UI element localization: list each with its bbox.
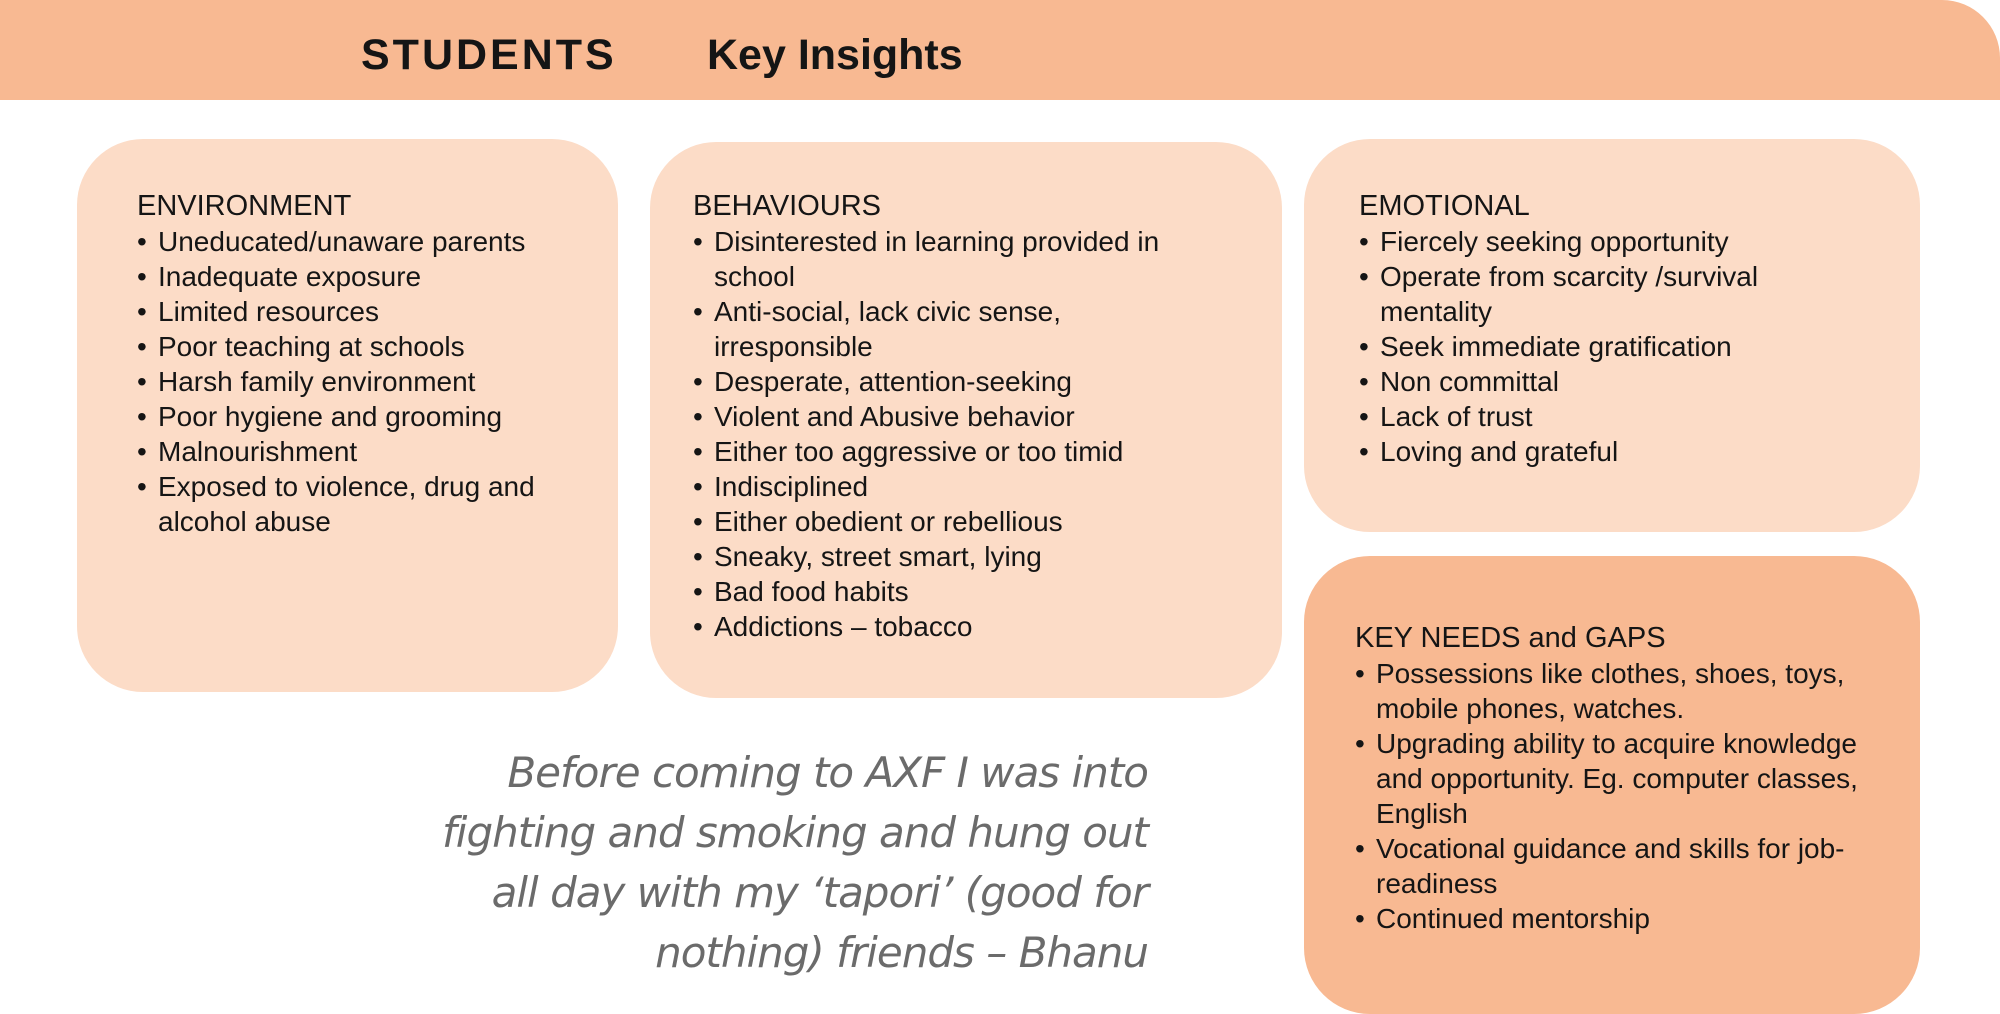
list-item-text: Lack of trust: [1380, 401, 1533, 432]
list-item-text: Sneaky, street smart, lying: [714, 541, 1042, 572]
bullet-icon: •: [693, 506, 703, 537]
bullet-icon: •: [137, 401, 147, 432]
bullet-icon: •: [1359, 401, 1369, 432]
bullet-icon: •: [693, 436, 703, 467]
bullet-icon: •: [137, 296, 147, 327]
list-item-text: Inadequate exposure: [158, 261, 422, 292]
list-item-text: Possessions like clothes, shoes, toys, mobile phones, watches.: [1376, 658, 1845, 724]
list-item: [1359, 224, 1810, 259]
list-item-text: Anti-social, lack civic sense, irresponsible: [714, 296, 1062, 362]
key-needs-heading: KEY NEEDS and GAPS: [1355, 622, 1666, 654]
bullet-icon: •: [1359, 261, 1369, 292]
list-item: [693, 469, 1194, 504]
list-item-text: Limited resources: [158, 296, 379, 327]
bullet-icon: •: [1359, 331, 1369, 362]
list-item-text: Continued mentorship: [1376, 903, 1650, 934]
list-item: [693, 504, 1194, 539]
list-item: [1359, 259, 1810, 329]
list-item: [1359, 329, 1810, 364]
list-item: [693, 539, 1194, 574]
list-item: [1355, 656, 1876, 726]
bullet-icon: •: [137, 471, 147, 502]
list-item: [1355, 726, 1876, 831]
list-item: [1355, 831, 1876, 901]
list-item-text: Operate from scarcity /survival mentality: [1380, 261, 1759, 327]
list-item-text: Violent and Abusive behavior: [714, 401, 1075, 432]
list-item: [137, 259, 578, 294]
list-item-text: Bad food habits: [714, 576, 909, 607]
key-needs-list: [1355, 656, 1900, 936]
bullet-icon: •: [137, 436, 147, 467]
list-item-text: Malnourishment: [158, 436, 358, 467]
emotional-card: [1304, 139, 1920, 532]
list-item-text: Poor teaching at schools: [158, 331, 465, 362]
list-item-text: Addictions – tobacco: [714, 611, 973, 642]
bullet-icon: •: [693, 541, 703, 572]
student-quote: [380, 743, 1148, 983]
environment-card: [77, 139, 618, 692]
list-item-text: Either obedient or rebellious: [714, 506, 1063, 537]
bullet-icon: •: [137, 331, 147, 362]
list-item-text: Seek immediate gratification: [1380, 331, 1732, 362]
bullet-icon: •: [693, 296, 703, 327]
header-band: [0, 0, 2000, 100]
list-item: [1359, 364, 1810, 399]
list-item: [693, 399, 1194, 434]
bullet-icon: •: [693, 576, 703, 607]
list-item-text: Fiercely seeking opportunity: [1380, 226, 1729, 257]
page-subtitle: Key Insights: [707, 31, 963, 79]
list-item-text: Indisciplined: [714, 471, 869, 502]
list-item: [137, 364, 578, 399]
behaviours-list: [693, 224, 1262, 644]
list-item-text: Non committal: [1380, 366, 1559, 397]
bullet-icon: •: [693, 226, 703, 257]
environment-list: [137, 224, 598, 539]
behaviours-card: [650, 142, 1282, 698]
list-item: [1355, 901, 1876, 936]
bullet-icon: •: [137, 226, 147, 257]
list-item-text: Disinterested in learning provided in school: [714, 226, 1160, 292]
bullet-icon: •: [1355, 903, 1365, 934]
bullet-icon: •: [1355, 728, 1365, 759]
quote-line: Before coming to AXF I was into: [507, 748, 1148, 797]
bullet-icon: •: [137, 366, 147, 397]
list-item-text: Vocational guidance and skills for job-readiness: [1376, 833, 1845, 899]
list-item-text: Either too aggressive or too timid: [714, 436, 1124, 467]
quote-line: fighting and smoking and hung out: [442, 808, 1148, 857]
bullet-icon: •: [693, 471, 703, 502]
list-item: [1359, 434, 1810, 469]
bullet-icon: •: [1359, 436, 1369, 467]
emotional-heading: EMOTIONAL: [1359, 190, 1530, 222]
list-item: [137, 329, 578, 364]
bullet-icon: •: [1359, 226, 1369, 257]
bullet-icon: •: [693, 611, 703, 642]
list-item: [137, 294, 578, 329]
list-item-text: Loving and grateful: [1380, 436, 1619, 467]
key-needs-card: [1304, 556, 1920, 1014]
bullet-icon: •: [1359, 366, 1369, 397]
list-item-text: Upgrading ability to acquire knowledge and opportunity. Eg. computer classes, English: [1376, 728, 1858, 829]
list-item: [137, 224, 578, 259]
list-item: [693, 609, 1194, 644]
list-item-text: Exposed to violence, drug and alcohol abuse: [158, 471, 535, 537]
list-item: [693, 294, 1194, 364]
list-item: [137, 434, 578, 469]
list-item: [137, 469, 578, 539]
bullet-icon: •: [1355, 658, 1365, 689]
list-item: [693, 574, 1194, 609]
quote-line: nothing) friends – Bhanu: [655, 928, 1148, 977]
list-item: [693, 364, 1194, 399]
environment-heading: ENVIRONMENT: [137, 190, 352, 222]
list-item: [137, 399, 578, 434]
behaviours-heading: BEHAVIOURS: [693, 190, 882, 222]
quote-line: all day with my ‘tapori’ (good for: [491, 868, 1148, 917]
bullet-icon: •: [693, 366, 703, 397]
bullet-icon: •: [693, 401, 703, 432]
list-item-text: Harsh family environment: [158, 366, 476, 397]
emotional-list: [1359, 224, 1900, 469]
page-title: STUDENTS: [361, 31, 617, 79]
list-item-text: Desperate, attention-seeking: [714, 366, 1072, 397]
list-item-text: Uneducated/unaware parents: [158, 226, 526, 257]
list-item: [1359, 399, 1810, 434]
list-item-text: Poor hygiene and grooming: [158, 401, 503, 432]
bullet-icon: •: [1355, 833, 1365, 864]
list-item: [693, 434, 1194, 469]
bullet-icon: •: [137, 261, 147, 292]
list-item: [693, 224, 1194, 294]
